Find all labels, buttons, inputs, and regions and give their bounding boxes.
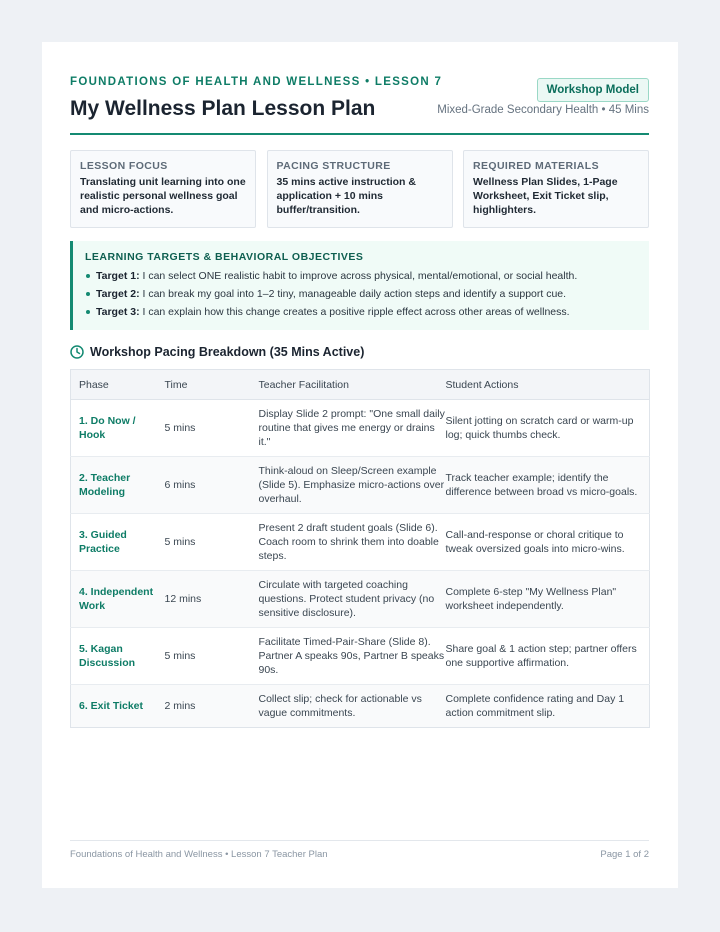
time-cell: 5 mins: [165, 628, 259, 685]
target-item: [85, 303, 637, 321]
student-cell: Share goal & 1 action step; partner offers one supportive affirmation.: [446, 628, 650, 685]
phase-cell: 5. Kagan Discussion: [71, 628, 165, 685]
page-title: My Wellness Plan Lesson Plan: [70, 97, 376, 120]
time-cell: 12 mins: [165, 571, 259, 628]
teacher-cell: Facilitate Timed-Pair-Share (Slide 8). Partner A speaks 90s, Partner B speaks 90s.: [259, 628, 446, 685]
student-cell: Call-and-response or choral critique to tweak oversized goals into micro-wins.: [446, 514, 650, 571]
target-text: I can explain how this change creates a positive ripple effect across other areas of wellness.: [139, 306, 570, 318]
table-row: [71, 571, 650, 628]
student-cell: Complete confidence rating and Day 1 action commitment slip.: [446, 685, 650, 728]
required-materials-card: [463, 150, 649, 228]
target-label: Target 1:: [96, 270, 140, 282]
pacing-title-text: Workshop Pacing Breakdown (35 Mins Active): [90, 345, 365, 359]
learning-targets-box: [70, 241, 649, 330]
column-header-student: Student Actions: [446, 370, 650, 400]
target-label: Target 2:: [96, 288, 140, 300]
teacher-cell: Think-aloud on Sleep/Screen example (Slide 5). Emphasize micro-actions over overhaul.: [259, 457, 446, 514]
time-cell: 5 mins: [165, 400, 259, 457]
page-number: Page 1 of 2: [600, 849, 649, 860]
table-row: [71, 628, 650, 685]
lesson-plan-page: [42, 42, 678, 888]
phase-cell: 3. Guided Practice: [71, 514, 165, 571]
pacing-structure-card: [267, 150, 453, 228]
time-cell: 2 mins: [165, 685, 259, 728]
teacher-cell: Display Slide 2 prompt: "One small daily routine that gives me energy or drains it.": [259, 400, 446, 457]
table-row: [71, 514, 650, 571]
workshop-model-badge: Workshop Model: [537, 78, 649, 102]
pacing-section-title: [70, 345, 364, 359]
course-eyebrow: FOUNDATIONS OF HEALTH AND WELLNESS • LESSON 7: [70, 76, 443, 88]
grade-duration-subtitle: Mixed-Grade Secondary Health • 45 Mins: [437, 104, 649, 116]
table-row: [71, 400, 650, 457]
student-cell: Complete 6-step "My Wellness Plan" worksheet independently.: [446, 571, 650, 628]
card-label: LESSON FOCUS: [80, 160, 168, 172]
card-text: Wellness Plan Slides, 1-Page Worksheet, Exit Ticket slip, highlighters.: [473, 176, 618, 216]
phase-cell: 2. Teacher Modeling: [71, 457, 165, 514]
targets-heading: LEARNING TARGETS & BEHAVIORAL OBJECTIVES: [85, 251, 364, 263]
card-label: REQUIRED MATERIALS: [473, 160, 600, 172]
target-item: [85, 267, 637, 285]
target-text: I can select ONE realistic habit to improve across physical, mental/emotional, or social health.: [139, 270, 578, 282]
header-divider: [70, 133, 649, 135]
card-label: PACING STRUCTURE: [276, 160, 391, 172]
target-item: [85, 285, 637, 303]
column-header-teacher: Teacher Facilitation: [259, 370, 446, 400]
clock-icon: [70, 345, 84, 359]
teacher-cell: Collect slip; check for actionable vs vague commitments.: [259, 685, 446, 728]
time-cell: 6 mins: [165, 457, 259, 514]
student-cell: Silent jotting on scratch card or warm-up log; quick thumbs check.: [446, 400, 650, 457]
time-cell: 5 mins: [165, 514, 259, 571]
footer-divider: [70, 840, 649, 841]
overview-cards: [70, 150, 649, 228]
pacing-table: [70, 369, 650, 728]
table-header-row: [71, 370, 650, 400]
card-text: 35 mins active instruction & application + 10 mins buffer/transition.: [276, 176, 416, 216]
student-cell: Track teacher example; identify the difference between broad vs micro-goals.: [446, 457, 650, 514]
teacher-cell: Circulate with targeted coaching questions. Protect student privacy (no sensitive disclosure).: [259, 571, 446, 628]
lesson-focus-card: [70, 150, 256, 228]
card-text: Translating unit learning into one realistic personal wellness goal and micro-actions.: [80, 176, 246, 216]
column-header-phase: Phase: [71, 370, 165, 400]
target-text: I can break my goal into 1–2 tiny, manageable daily action steps and identify a support cue.: [139, 288, 567, 300]
phase-cell: 1. Do Now / Hook: [71, 400, 165, 457]
target-label: Target 3:: [96, 306, 140, 318]
table-row: [71, 457, 650, 514]
footer-course-label: Foundations of Health and Wellness • Lesson 7 Teacher Plan: [70, 849, 328, 860]
table-row: [71, 685, 650, 728]
teacher-cell: Present 2 draft student goals (Slide 6). Coach room to shrink them into doable steps.: [259, 514, 446, 571]
phase-cell: 6. Exit Ticket: [71, 685, 165, 728]
phase-cell: 4. Independent Work: [71, 571, 165, 628]
column-header-time: Time: [165, 370, 259, 400]
